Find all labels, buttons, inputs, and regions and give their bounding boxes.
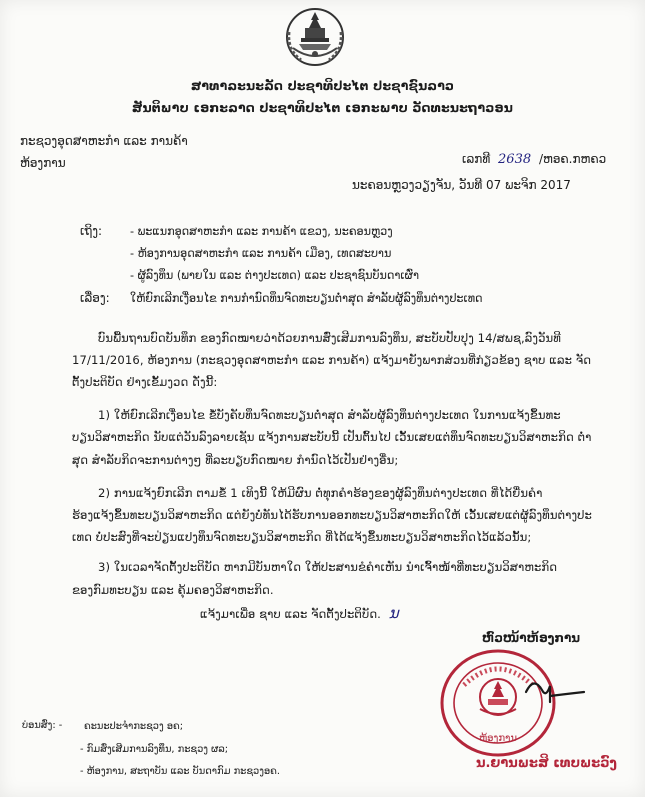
subject-label: ເລື່ອງ: <box>80 291 110 305</box>
recipient-item: - ຫ້ອງການອຸດສາຫະກໍາ ແລະ ການຄ້າ ເມືອງ, ເທດສະບານ <box>130 247 392 260</box>
point-1-line: ບຽນວິສາຫະກິດ ນັບແຕ່ວັນລົງລາຍເຊັນ ແຈ້ງການສະບັບນີ້ ເປັນຕົ້ນໄປ ເວັ້ນເສຍແຕ່ທຶນຈົດທະບຽນວິສາຫະກິດ ຕໍ່າ <box>72 430 592 444</box>
sender-ministry: ກະຊວງອຸດສາຫະກໍາ ແລະ ການຄ້າ <box>20 134 188 148</box>
lao-national-emblem-icon <box>279 6 351 68</box>
reference-number <box>462 152 606 167</box>
national-motto: ສັນຕິພາບ ເອກະລາດ ປະຊາທິປະໄຕ ເອກະພາບ ວັດທະນະຖາວອນ <box>131 100 514 115</box>
date-line: ນະຄອນຫຼວງວຽງຈັນ, ວັນທີ 07 ພະຈິກ 2017 <box>352 178 571 192</box>
intro-line: ຕັ້ງປະຕິບັດ ຢ່າງເຂັ້ມງວດ ດັ່ງນີ້: <box>72 375 218 389</box>
copy-item: ຄະນະປະຈໍາກະຊວງ ອຄ; <box>84 721 184 732</box>
point-2-line: ເທດ ບໍ່ປະສົງທີ່ຈະປ່ຽນແປງທຶນຈົດທະບຽນວິສາຫະກິດ ທີ່ໄດ້ແຈ້ງຂຶ້ນທະບຽນວິສາຫະກິດໄວ້ແລ້ວນັ້ນ; <box>72 530 532 544</box>
point-2-line: ຮ້ອງແຈ້ງຂຶ້ນທະບຽນວິສາຫະກິດ ແຕ່ຍັງບໍ່ທັນໄດ້ຮັບການອອກທະບຽນວິສາຫະກິດໃຫ້ ເວັ້ນເສຍແຕ່ຜູ້ລົງທຶນຕ່າງປະ <box>72 508 592 522</box>
recipient-item: - ພະແນກອຸດສາຫະກໍາ ແລະ ການຄ້າ ແຂວງ, ນະຄອນຫຼວງ <box>130 225 393 238</box>
point-1-line: 1) ໃຫ້ຍົກເລີກເງື່ອນໄຂ ຂໍ້ບັງຄັບທຶນຈົດທະບຽນຕໍ່າສຸດ ສໍາລັບຜູ້ລົງທຶນຕ່າງປະເທດ ໃນການແຈ້ງຂຶ້ນທະ <box>98 408 561 422</box>
closing-line <box>200 604 399 622</box>
copy-item: - ຫ້ອງການ, ສະຖາບັນ ແລະ ບັນດາກົມ ກະຊວງອຄ. <box>80 766 281 777</box>
reference-suffix: /ຫອຄ.ກຫຄວ <box>538 152 607 166</box>
recipients-label: ເຖິງ: <box>80 224 103 238</box>
point-3-line: 3) ໃນເວລາຈັດຕັ້ງປະຕິບັດ ຫາກມີບັນຫາໃດ ໃຫ້ປະສານຂໍຄໍາເຫັນ ນໍາເຈົ້າໜ້າທີ່ທະບຽນວິສາຫະກິດ <box>98 560 558 574</box>
signatory-name: ນ.ຍານພະສິ ເທບພະວົງ <box>476 756 617 771</box>
subject-text: ໃຫ້ຍົກເລີກເງື່ອນໄຂ ການກໍານົດທຶນຈົດທະບຽນຕໍ່າສຸດ ສໍາລັບຜູ້ລົງທຶນຕ່າງປະເທດ <box>130 292 483 305</box>
sender-office: ຫ້ອງການ <box>20 156 66 170</box>
country-title: ສາທາລະນະລັດ ປະຊາທິປະໄຕ ປະຊາຊົນລາວ <box>190 78 455 93</box>
point-3-line: ຂອງກົມທະບຽນ ແລະ ຄຸ້ມຄອງວິສາຫະກິດ. <box>72 583 274 597</box>
copies-label: ບ່ອນສົ່ງ: - <box>22 720 63 731</box>
intro-line: ບົນພື້ນຖານບົດບັນທຶກ ຂອງກົດໝາຍວ່າດ້ວຍການສົ່ງເສີມການລົງທຶນ, ສະບັບປັບປຸງ 14/ສພຊ,ລົງວັນທີ <box>98 331 561 345</box>
reference-handwritten-number: 2638 <box>498 152 532 167</box>
copy-item: - ກົມສົ່ງເສີມການລົງທຶນ, ກະຊວງ ຜລ; <box>80 744 229 755</box>
point-2-line: 2) ການແຈ້ງຍົກເລີກ ຕາມຂໍ້ 1 ເທິງນີ້ ໃຫ້ມີຜົນ ຕໍ່ທຸກຄໍາຮ້ອງຂອງຜູ້ລົງທຶນຕ່າງປະເທດ ທີ່ໄດ້ຍື່ນຄໍາ <box>98 486 543 500</box>
handwritten-signature-icon <box>520 672 590 706</box>
signatory-title: ຫົວໜ້າຫ້ອງການ <box>482 631 581 645</box>
point-1-line: ສຸດ ສໍາລັບກິດຈະການຕ່າງໆ ທີ່ລະບຽບກົດໝາຍ ກໍານົດໄວ້ເປັນຢ່າງອື່ນ; <box>72 453 399 467</box>
seal-text: ຫ້ອງການ <box>478 733 518 744</box>
closing-text: ແຈ້ງມາເພື່ອ ຊາບ ແລະ ຈັດຕັ້ງປະຕິບັດ. <box>200 607 381 621</box>
intro-line: 17/11/2016, ຫ້ອງການ (ກະຊວງອຸດສາຫະກໍາ ແລະ ການຄ້າ) ແຈ້ງມາຍັງພາກສ່ວນທີ່ກ່ຽວຂ້ອງ ຊາບ ແລະ ຈັດ <box>72 353 592 367</box>
recipient-item: - ຜູ້ລົງທຶນ (ພາຍໃນ ແລະ ຕ່າງປະເທດ) ແລະ ປະຊາຊົນບັນດາເຜົ່າ <box>130 269 419 282</box>
closing-handwritten-mark: ນ <box>388 604 399 622</box>
reference-prefix: ເລກທີ <box>462 152 491 166</box>
